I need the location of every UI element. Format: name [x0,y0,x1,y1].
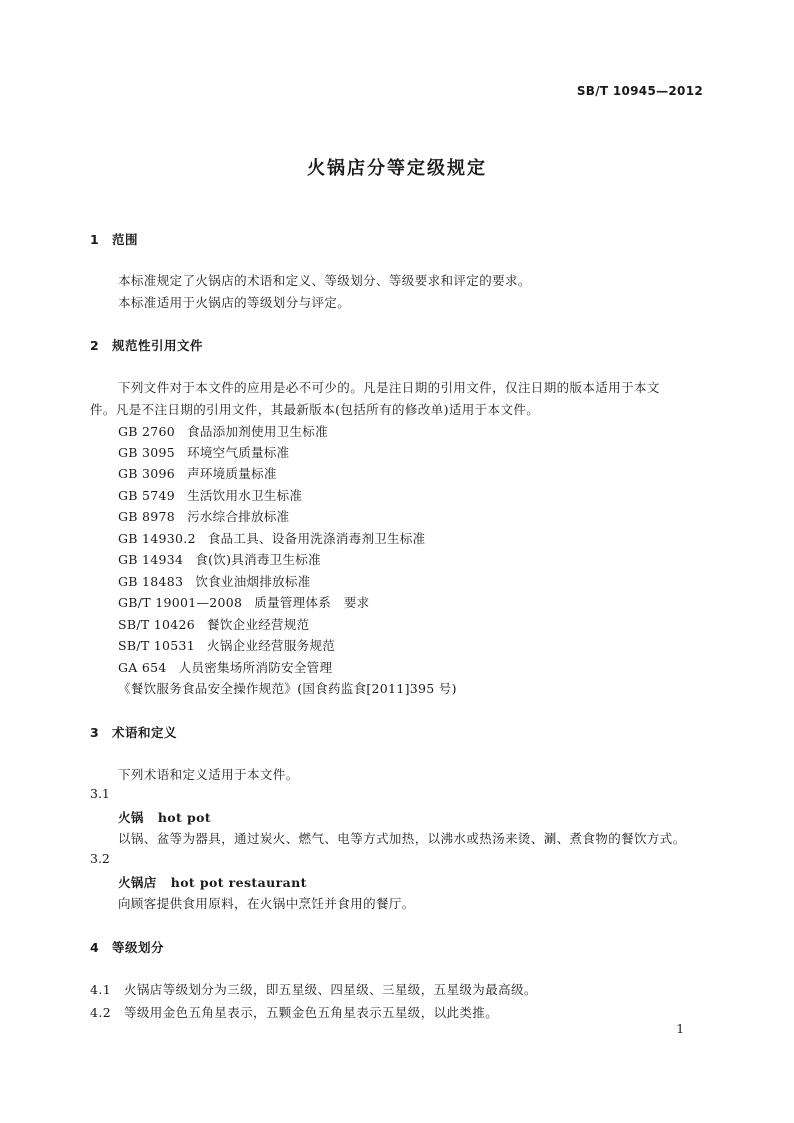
reference-item [118,443,289,461]
reference-code: GB 18483 [118,574,184,589]
clause-number: 3.1 [90,786,110,801]
reference-item-regulation: 《餐饮服务食品安全操作规范》(国食药监食[2011]395 号) [118,681,457,696]
section-3-heading [90,723,177,741]
reference-code: GB 2760 [118,424,176,439]
section-number: 4 [90,940,100,955]
reference-code: SB/T 10426 [118,617,196,632]
paragraph: 下列术语和定义适用于本文件。 [118,767,299,782]
reference-code: GB 14930.2 [118,531,196,546]
reference-item [118,507,289,525]
section-2-heading [90,336,203,354]
reference-item [118,658,332,676]
reference-name: 质量管理体系 要求 [254,595,370,610]
term-en: hot pot restaurant [170,875,307,890]
section-number: 3 [90,725,100,740]
term-definition: 向顾客提供食用原料，在火锅中烹饪并食用的餐厅。 [118,896,415,911]
section-title: 术语和定义 [112,725,178,740]
section-title: 等级划分 [112,940,165,955]
section-number: 1 [90,232,100,247]
reference-item [118,550,321,568]
paragraph: 本标准规定了火锅店的术语和定义、等级划分、等级要求和评定的要求。 [118,273,531,288]
reference-item [118,593,369,611]
reference-name: 生活饮用水卫生标准 [187,488,303,503]
clause-number: 4.1 [90,982,112,997]
paragraph: 本标准适用于火锅店的等级划分与评定。 [118,295,351,310]
clause-number: 3.2 [90,851,110,866]
reference-name: 火锅企业经营服务规范 [207,638,336,653]
reference-item [118,636,335,654]
reference-name: 饮食业油烟排放标准 [195,574,311,589]
reference-name: 人员密集场所消防安全管理 [178,660,333,675]
standard-code: SB/T 10945—2012 [576,84,703,98]
clause-number: 4.2 [90,1005,112,1020]
reference-name: 食品工具、设备用洗涤消毒剂卫生标准 [207,531,426,546]
section-1-heading [90,230,138,248]
reference-code: GA 654 [118,660,167,675]
reference-item [118,572,311,590]
page-title: 火锅店分等定级规定 [307,158,487,179]
clause-item [90,1003,498,1021]
reference-code: GB/T 19001—2008 [118,595,243,610]
term-zh: 火锅店 [118,875,157,890]
section-number: 2 [90,338,100,353]
reference-name: 餐饮企业经营规范 [207,617,310,632]
term-zh: 火锅 [118,810,144,825]
reference-code: SB/T 10531 [118,638,196,653]
section-4-heading [90,938,164,956]
reference-name: 食(饮)具消毒卫生标准 [195,552,321,567]
reference-code: GB 14934 [118,552,184,567]
reference-code: GB 5749 [118,488,176,503]
reference-code: GB 3096 [118,466,176,481]
reference-code: GB 3095 [118,445,176,460]
term-entry [118,873,307,891]
term-definition: 以锅、盆等为器具，通过炭火、燃气、电等方式加热，以沸水或热汤来烫、涮、煮食物的餐饮方式。 [118,831,686,846]
reference-item [118,464,277,482]
reference-name: 声环境质量标准 [187,466,277,481]
reference-name: 食品添加剂使用卫生标准 [187,424,328,439]
paragraph: 下列文件对于本文件的应用是必不可少的。凡是注日期的引用文件，仅注日期的版本适用于本文 [118,380,660,395]
clause-text: 等级用金色五角星表示，五颗金色五角星表示五星级，以此类推。 [124,1005,499,1020]
section-title: 规范性引用文件 [112,338,204,353]
clause-text: 火锅店等级划分为三级，即五星级、四星级、三星级，五星级为最高级。 [124,982,537,997]
term-entry [118,808,211,826]
term-en: hot pot [157,810,212,825]
reference-name: 污水综合排放标准 [187,509,290,524]
reference-code: GB 8978 [118,509,176,524]
reference-item [118,486,302,504]
section-title: 范围 [112,232,139,247]
reference-item [118,615,309,633]
clause-item [90,980,537,998]
reference-item [118,529,425,547]
reference-name: 环境空气质量标准 [187,445,290,460]
reference-item [118,422,328,440]
page-number: 1 [676,1022,684,1036]
paragraph: 件。凡是不注日期的引用文件，其最新版本(包括所有的修改单)适用于本文件。 [90,402,540,417]
